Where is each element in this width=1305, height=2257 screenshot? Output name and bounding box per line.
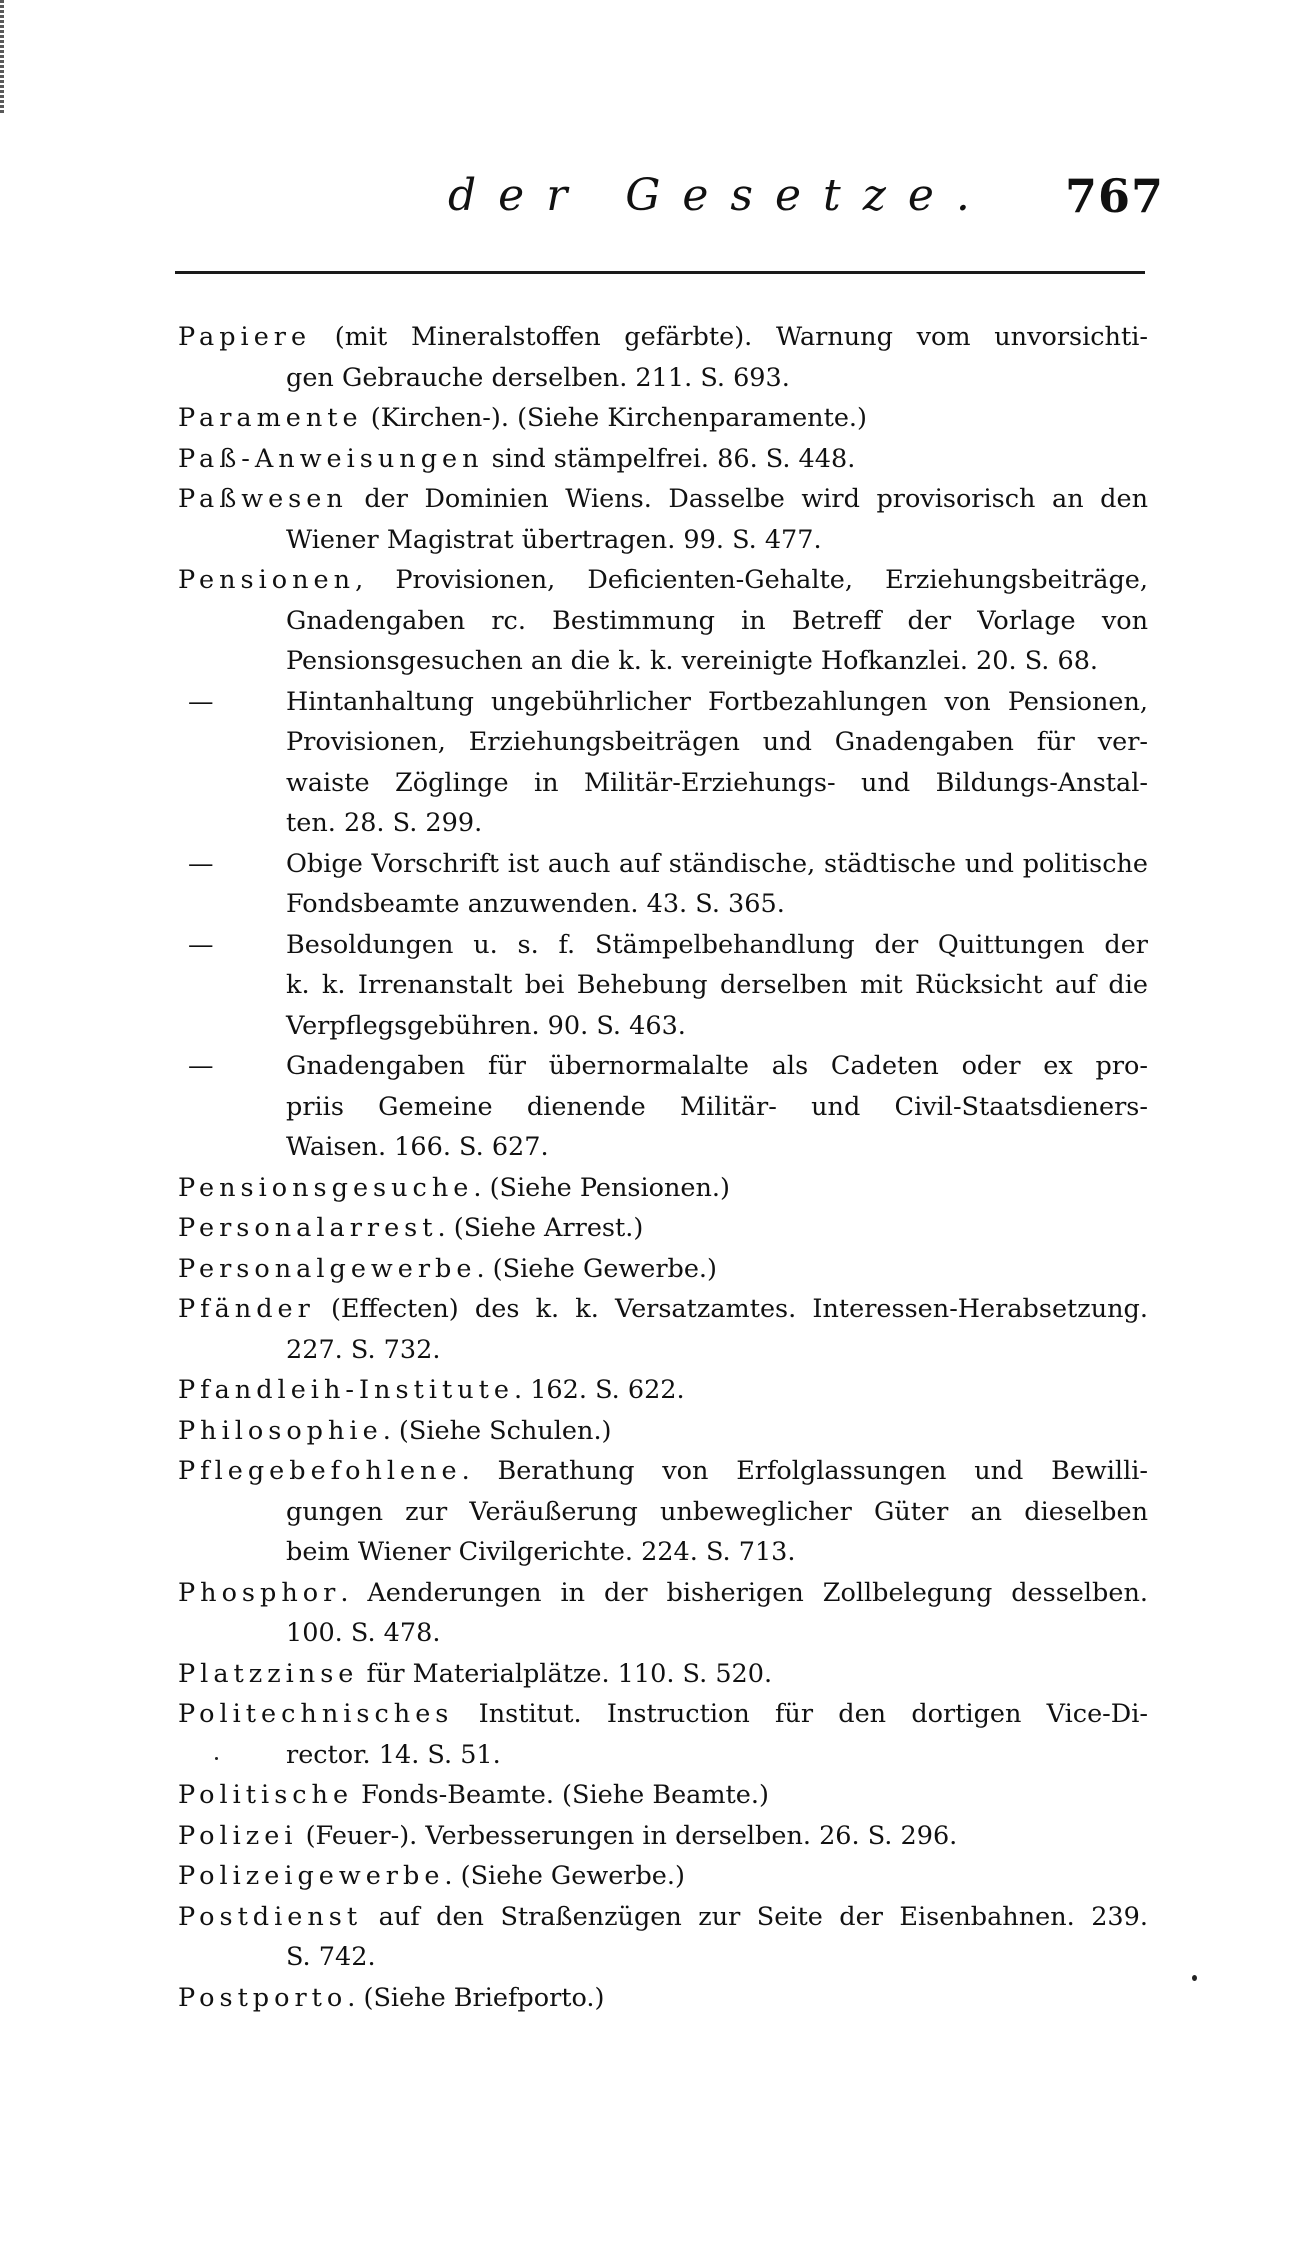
- entry-text: Institut. Instruction für den dortigen Vice-Di-: [453, 1699, 1148, 1729]
- index-entry: [178, 479, 1148, 520]
- index-entry: [178, 1573, 1148, 1614]
- entry-text: Hintanhaltung ungebührlicher Fortbezahlungen von Pensionen,: [286, 686, 1148, 717]
- entry-text: (mit Mineralstoffen gefärbte). Warnung vom unvorsichti-: [311, 322, 1148, 352]
- index-entry: [178, 439, 1148, 480]
- entry-keyword: Paß-Anweisungen: [178, 443, 484, 474]
- entry-text: . 162. S. 622.: [513, 1375, 685, 1405]
- index-continuation-line: [178, 601, 1148, 642]
- entry-text: Waisen. 166. S. 627.: [286, 1132, 549, 1162]
- entry-text: . (Siehe Briefporto.): [347, 1982, 605, 2013]
- index-entry: [178, 1978, 1148, 2019]
- index-entry: [178, 1856, 1148, 1897]
- entry-text: priis Gemeine dienende Militär- und Civil-Staatsdieners-: [286, 1091, 1148, 1122]
- index-entry: [178, 1775, 1148, 1816]
- entry-text: (Effecten) des k. k. Versatzamtes. Interessen-Herabsetzung.: [314, 1294, 1148, 1324]
- index-continuation-line: [178, 520, 1148, 561]
- index-continuation-line: [178, 965, 1148, 1006]
- entry-text: Gnadengaben rc. Bestimmung in Betreff der Vorlage von: [286, 605, 1148, 636]
- entry-text: Provisionen, Erziehungsbeiträgen und Gnadengaben für ver-: [286, 727, 1148, 757]
- index-entry: [178, 1897, 1148, 1938]
- entry-text: auf den Straßenzügen zur Seite der Eisenbahnen. 239.: [362, 1901, 1148, 1932]
- index-continuation-line: [178, 803, 1148, 844]
- index-entry: [178, 560, 1148, 601]
- entry-text: Pensionsgesuchen an die k. k. vereinigte Hofkanzlei. 20. S. 68.: [286, 646, 1099, 676]
- index-continuation-line: [178, 358, 1148, 399]
- entry-text: Wiener Magistrat übertragen. 99. S. 477.: [286, 524, 822, 555]
- index-entry: [178, 1370, 1148, 1411]
- index-continuation-line: [178, 1613, 1148, 1654]
- index-entry: [178, 1451, 1148, 1492]
- index-entry: [178, 398, 1148, 439]
- entry-text: . (Siehe Arrest.): [437, 1213, 644, 1243]
- index-continuation-line: [178, 1937, 1148, 1978]
- entry-text: ten. 28. S. 299.: [286, 808, 483, 838]
- entry-keyword: Phosphor: [178, 1577, 341, 1608]
- index-entry: [178, 1168, 1148, 1209]
- index-entry: [178, 1249, 1148, 1290]
- entry-keyword: Postporto: [178, 1982, 348, 2013]
- entry-keyword: Polizeigewerbe: [178, 1861, 445, 1891]
- entry-keyword: Paramente: [178, 403, 363, 433]
- index-entry: [178, 317, 1148, 358]
- entry-text: rector. 14. S. 51.: [286, 1739, 501, 1770]
- index-subentry: [178, 925, 1148, 966]
- index-continuation-line: [178, 763, 1148, 804]
- entry-text: für Materialplätze. 110. S. 520.: [358, 1658, 773, 1689]
- entry-text: Besoldungen u. s. f. Stämpelbehandlung der Quittungen der: [286, 929, 1148, 960]
- entry-keyword: Postdienst: [178, 1901, 363, 1932]
- running-title: der Gesetze.: [448, 170, 992, 221]
- print-speck: [1192, 1975, 1197, 1981]
- index-subentry: [178, 1046, 1148, 1087]
- subentry-dash: —: [188, 848, 214, 879]
- entry-keyword: Polizei: [178, 1820, 298, 1851]
- entry-keyword: Personalgewerbe: [178, 1253, 477, 1284]
- header-rule: [175, 271, 1145, 274]
- entry-text: (Kirchen-). (Siehe Kirchenparamente.): [362, 403, 867, 433]
- index-entries: [178, 317, 1148, 2018]
- index-continuation-line: [178, 1127, 1148, 1168]
- entry-keyword: Pflegebefohlene: [178, 1456, 462, 1486]
- subentry-dash: —: [188, 929, 214, 960]
- entry-text: gungen zur Veräußerung unbeweglicher Güter an dieselben: [286, 1496, 1148, 1527]
- entry-text: Gnadengaben für übernormalalte als Cadeten oder ex pro-: [286, 1051, 1148, 1081]
- index-continuation-line: [178, 1735, 1148, 1776]
- entry-text: Fondsbeamte anzuwenden. 43. S. 365.: [286, 889, 785, 919]
- entry-keyword: Platzzinse: [178, 1658, 359, 1689]
- entry-keyword: Pensionen: [178, 565, 356, 595]
- entry-text: 227. S. 732.: [286, 1334, 441, 1365]
- index-subentry: [178, 844, 1148, 885]
- entry-text: Verpflegsgebühren. 90. S. 463.: [286, 1010, 686, 1041]
- index-entry: [178, 1816, 1148, 1857]
- entry-keyword: Politechnisches: [178, 1699, 454, 1729]
- index-continuation-line: [178, 1532, 1148, 1573]
- page-number: 767: [1065, 169, 1165, 223]
- index-continuation-line: [178, 1087, 1148, 1128]
- index-entry: [178, 1654, 1148, 1695]
- index-continuation-line: [178, 1006, 1148, 1047]
- entry-keyword: Paßwesen: [178, 484, 348, 514]
- entry-text: , Provisionen, Deficienten-Gehalte, Erziehungsbeiträge,: [355, 565, 1148, 595]
- entry-text: . Berathung von Erfolglassungen und Bewilli-: [461, 1456, 1148, 1486]
- index-subentry: [178, 682, 1148, 723]
- entry-text: Fonds-Beamte. (Siehe Beamte.): [353, 1780, 769, 1810]
- entry-keyword: Politische: [178, 1780, 354, 1810]
- index-entry: [178, 1208, 1148, 1249]
- entry-text: sind stämpelfrei. 86. S. 448.: [483, 443, 856, 474]
- entry-text: 100. S. 478.: [286, 1618, 441, 1648]
- entry-keyword: Pfandleih-Institute: [178, 1375, 514, 1405]
- index-entry: [178, 1289, 1148, 1330]
- entry-text: . (Siehe Gewerbe.): [444, 1861, 685, 1891]
- entry-keyword: Pfänder: [178, 1294, 315, 1324]
- index-entry: [178, 1411, 1148, 1452]
- index-continuation-line: [178, 641, 1148, 682]
- entry-keyword: Pensionsgesuche: [178, 1172, 474, 1203]
- entry-text: gen Gebrauche derselben. 211. S. 693.: [286, 362, 790, 393]
- entry-keyword: Papiere: [178, 322, 312, 352]
- index-continuation-line: [178, 1492, 1148, 1533]
- subentry-dash: —: [188, 686, 214, 717]
- entry-keyword: Personalarrest: [178, 1213, 438, 1243]
- entry-text: Obige Vorschrift ist auch auf ständische, städtische und politische: [286, 848, 1148, 879]
- entry-keyword: Philosophie: [178, 1415, 383, 1446]
- entry-text: (Feuer-). Verbesserungen in derselben. 26. S. 296.: [297, 1820, 958, 1851]
- entry-text: . Aenderungen in der bisherigen Zollbelegung desselben.: [340, 1577, 1148, 1608]
- print-speck: [215, 1757, 218, 1760]
- index-continuation-line: [178, 722, 1148, 763]
- entry-text: S. 742.: [286, 1942, 376, 1972]
- entry-text: waiste Zöglinge in Militär-Erziehungs- und Bildungs-Anstal-: [286, 767, 1148, 798]
- index-continuation-line: [178, 1330, 1148, 1371]
- index-entry: [178, 1694, 1148, 1735]
- entry-text: . (Siehe Gewerbe.): [476, 1253, 717, 1284]
- subentry-dash: —: [188, 1051, 214, 1081]
- entry-text: k. k. Irrenanstalt bei Behebung derselben mit Rücksicht auf die: [286, 970, 1148, 1000]
- entry-text: beim Wiener Civilgerichte. 224. S. 713.: [286, 1537, 796, 1567]
- entry-text: . (Siehe Schulen.): [382, 1415, 612, 1446]
- index-continuation-line: [178, 884, 1148, 925]
- entry-text: . (Siehe Pensionen.): [473, 1172, 730, 1203]
- entry-text: der Dominien Wiens. Dasselbe wird provisorisch an den: [347, 484, 1148, 514]
- scan-edge-artifact: [0, 0, 4, 115]
